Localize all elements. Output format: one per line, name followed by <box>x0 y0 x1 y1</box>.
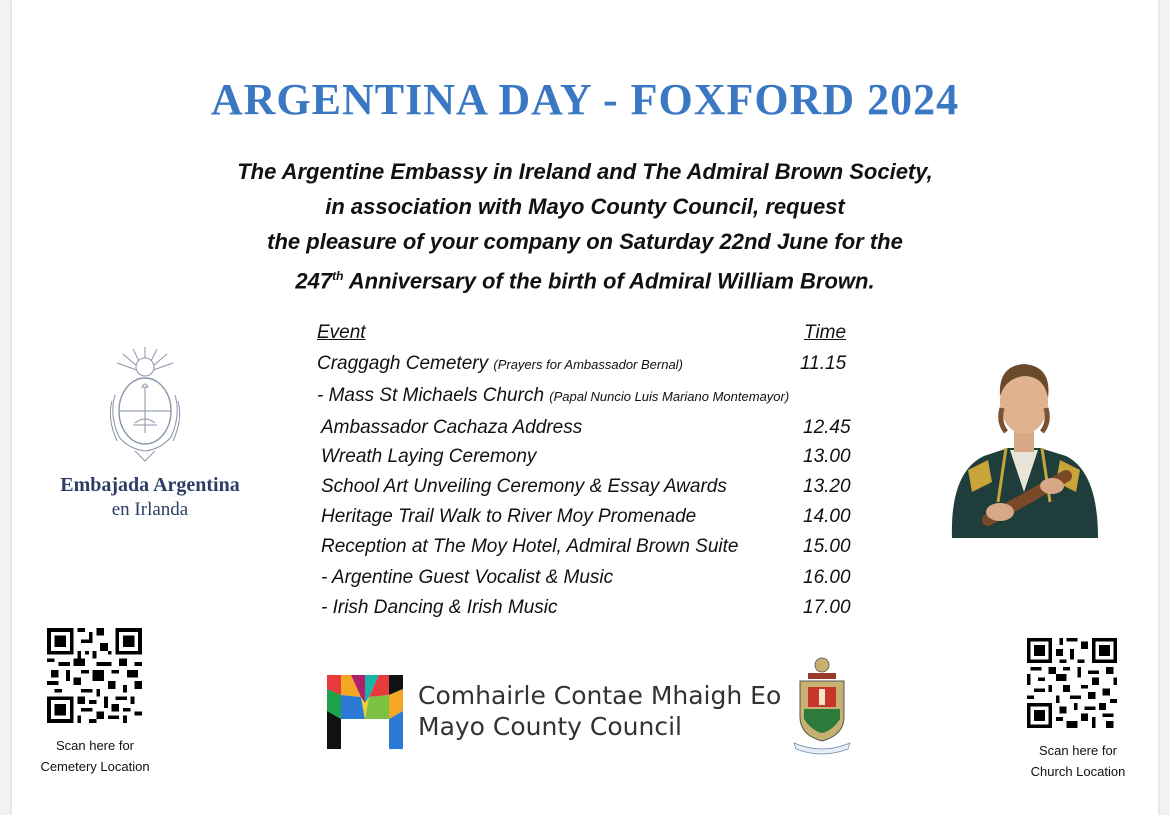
event-name: Reception at The Moy Hotel, Admiral Brown Suite <box>321 536 739 557</box>
event-name: - Argentine Guest Vocalist & Music <box>321 567 614 588</box>
intro-line-4 <box>0 259 1170 298</box>
qr-caption-line-1: Scan here for <box>1038 743 1118 758</box>
qr-code-cemetery[interactable] <box>46 628 143 723</box>
page-title: ARGENTINA DAY - FOXFORD 2024 <box>210 75 960 124</box>
council-name-irish: Comhairle Contae Mhaigh Eo <box>418 681 782 710</box>
event-note: (Prayers for Ambassador Bernal) <box>493 357 683 372</box>
schedule-row <box>317 385 789 407</box>
anniversary-suffix: th <box>332 269 344 283</box>
event-time: 14.00 <box>803 506 851 527</box>
intro-line-2: in association with Mayo County Council, request <box>325 194 845 219</box>
event-name: Wreath Laying Ceremony <box>321 446 537 467</box>
admiral-brown-portrait <box>948 352 1100 540</box>
event-time: 13.00 <box>803 446 851 467</box>
event-time: 16.00 <box>803 567 851 588</box>
mayo-council-m-logo-icon <box>327 675 403 749</box>
qr-code-church[interactable] <box>1027 638 1117 728</box>
qr-caption-line-2: Cemetery Location <box>40 759 150 774</box>
council-name-english: Mayo County Council <box>418 712 682 741</box>
event-header: Event <box>317 322 366 343</box>
event-time: 11.15 <box>800 353 847 374</box>
event-name: School Art Unveiling Ceremony & Essay Awards <box>321 476 727 497</box>
event-name: - Mass St Michaels Church <box>317 385 545 406</box>
event-name: Heritage Trail Walk to River Moy Promenade <box>321 506 697 527</box>
event-time: 17.00 <box>803 597 851 618</box>
event-time: 15.00 <box>803 536 851 557</box>
embassy-name <box>30 474 270 521</box>
intro-line-1: The Argentine Embassy in Ireland and The Admiral Brown Society, <box>237 159 933 184</box>
event-time: 13.20 <box>803 476 851 497</box>
embassy-name-line-2: en Irlanda <box>111 499 189 520</box>
intro-line-3: the pleasure of your company on Saturday 22nd June for the <box>267 229 903 254</box>
intro-line-4-rest: Anniversary of the birth of Admiral William Brown. <box>343 268 875 294</box>
event-note: (Papal Nuncio Luis Mariano Montemayor) <box>549 389 790 404</box>
qr-caption-line-2: Church Location <box>1030 764 1126 779</box>
mayo-crest-icon <box>792 655 852 755</box>
event-time: 12.45 <box>803 417 851 438</box>
argentine-coat-of-arms-icon <box>105 345 185 467</box>
schedule-row <box>317 353 683 375</box>
event-name: - Irish Dancing & Irish Music <box>321 597 558 618</box>
time-header: Time <box>804 322 847 343</box>
embassy-name-line-1: Embajada Argentina <box>60 474 240 496</box>
event-name: Craggagh Cemetery <box>317 353 489 374</box>
qr-caption-line-1: Scan here for <box>55 738 135 753</box>
event-name: Ambassador Cachaza Address <box>321 417 583 438</box>
anniversary-number: 247 <box>295 268 333 294</box>
qr-caption-church <box>1008 740 1148 782</box>
invitation-text <box>0 154 1170 298</box>
council-name <box>418 680 781 742</box>
qr-caption-cemetery <box>25 735 165 777</box>
